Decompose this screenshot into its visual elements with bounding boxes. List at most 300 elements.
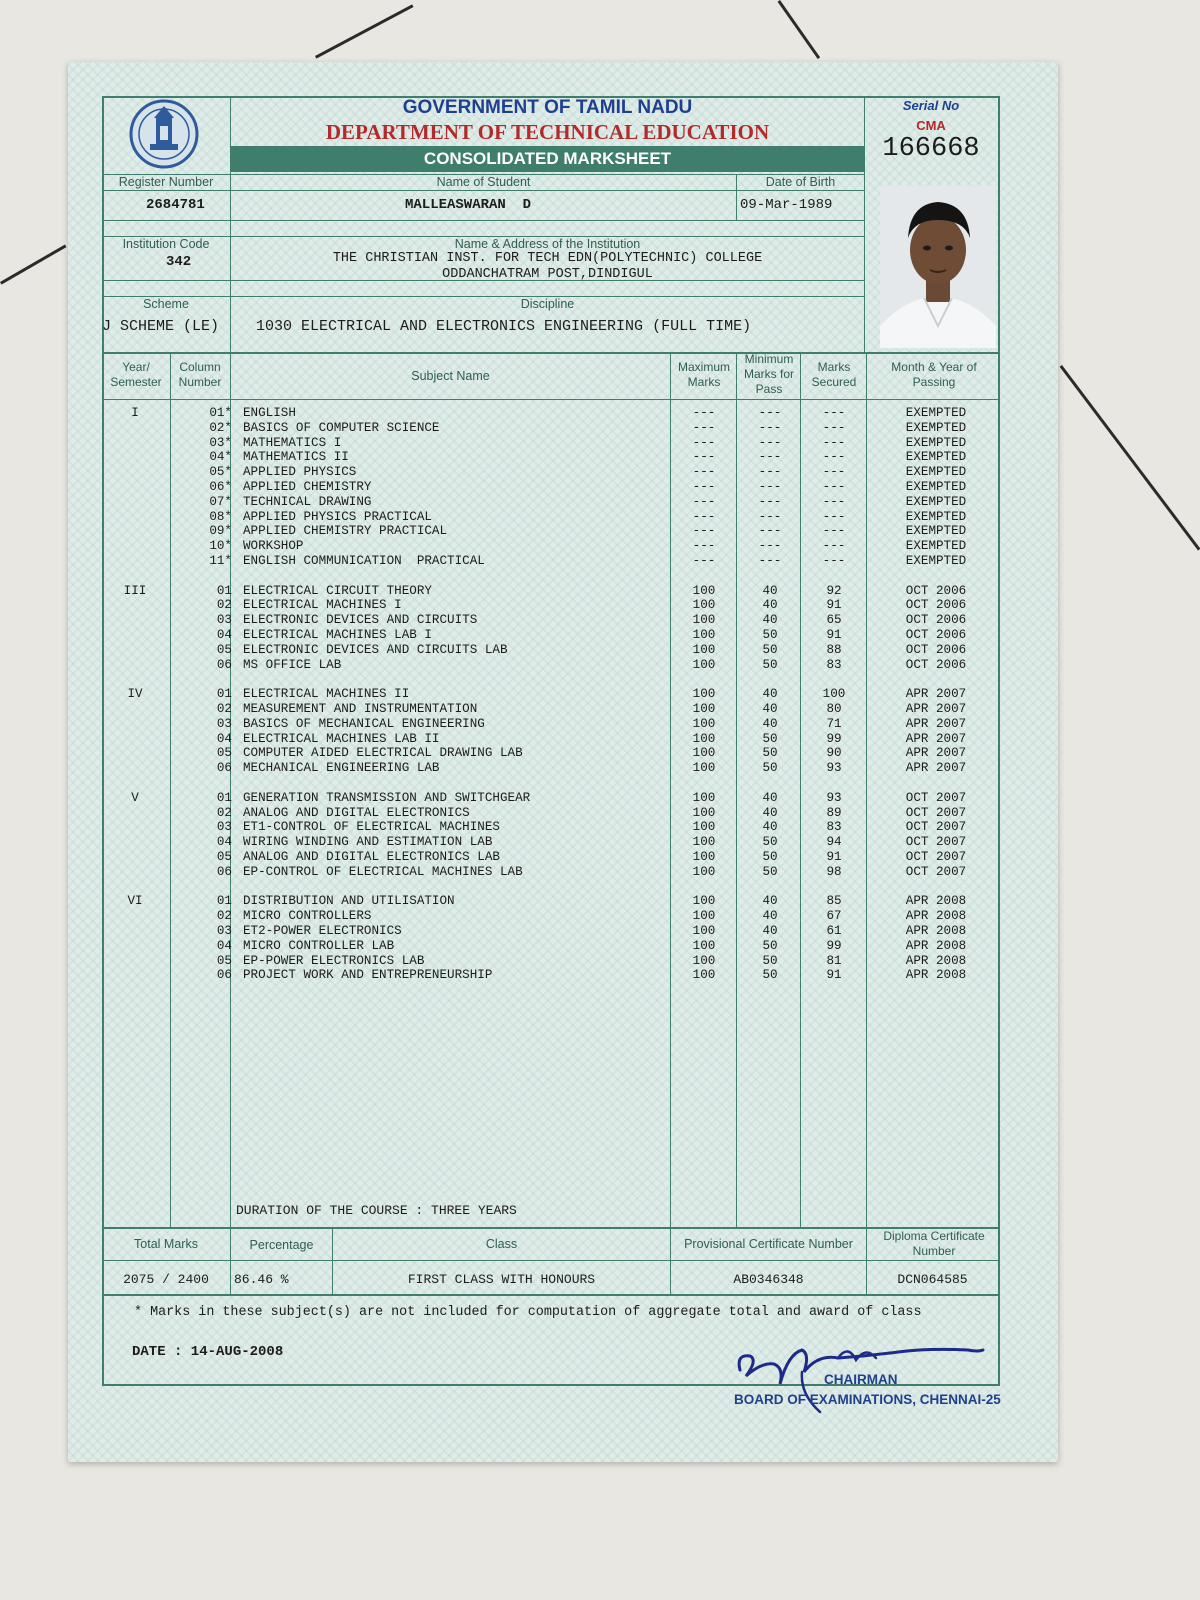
class-value: FIRST CLASS WITH HONOURS <box>407 1272 596 1287</box>
month-year-cell: OCT 2006 <box>905 583 967 598</box>
month-year-cell: APR 2008 <box>905 938 967 953</box>
table-row <box>68 835 1068 850</box>
column-number-cell: 01 <box>216 583 232 598</box>
month-year-cell: APR 2007 <box>905 687 967 702</box>
column-number-cell: 01 <box>216 790 232 805</box>
discipline-value: 1030 ELECTRICAL AND ELECTRONICS ENGINEERING (FULL TIME) <box>256 318 752 335</box>
column-number-cell: 03 <box>216 716 232 731</box>
maximum-marks-cell: 100 <box>692 628 716 642</box>
column-number-cell: 02 <box>216 702 232 716</box>
subject-name-cell: EP-POWER ELECTRONICS LAB <box>243 953 425 968</box>
table-row <box>68 806 1068 821</box>
marks-secured-cell: 91 <box>826 850 842 864</box>
maximum-marks-cell: 100 <box>692 598 716 613</box>
minimum-marks-cell: --- <box>758 480 782 494</box>
maximum-marks-header: Maximum Marks <box>677 360 730 389</box>
maximum-marks-cell: 100 <box>692 790 716 805</box>
marks-secured-cell: 94 <box>826 835 842 850</box>
month-year-cell: APR 2008 <box>905 953 967 968</box>
marksheet-document <box>68 62 1058 1462</box>
marks-secured-cell: 92 <box>826 583 842 598</box>
minimum-marks-cell: 50 <box>762 761 778 776</box>
subject-name-cell: MICRO CONTROLLERS <box>243 909 372 924</box>
semester-cell: IV <box>127 687 143 702</box>
register-number: 2684781 <box>146 197 205 213</box>
column-number-cell: 02* <box>209 420 232 435</box>
subject-name-cell: APPLIED CHEMISTRY PRACTICAL <box>243 524 448 539</box>
government-title: GOVERNMENT OF TAMIL NADU <box>402 97 693 118</box>
subject-name-cell: ELECTRICAL MACHINES LAB II <box>243 731 440 746</box>
minimum-marks-cell: 40 <box>762 716 778 731</box>
semester-cell: V <box>131 790 139 805</box>
minimum-marks-cell: 50 <box>762 850 778 864</box>
maximum-marks-cell: --- <box>692 494 716 509</box>
column-number-cell: 03 <box>216 924 232 938</box>
column-number-cell: 08* <box>209 509 232 524</box>
maximum-marks-cell: 100 <box>692 746 716 761</box>
department-title: DEPARTMENT OF TECHNICAL EDUCATION <box>325 120 770 144</box>
table-row <box>68 791 1068 806</box>
subject-name-cell: WORKSHOP <box>243 539 304 554</box>
month-year-cell: OCT 2007 <box>905 805 967 820</box>
provisional-certificate-number: AB0346348 <box>733 1272 804 1287</box>
marks-secured-cell: --- <box>822 420 846 435</box>
month-year-cell: EXEMPTED <box>905 509 967 524</box>
marks-secured-cell: 91 <box>826 628 842 642</box>
floor-tile-line <box>0 245 66 285</box>
month-year-cell: EXEMPTED <box>905 406 967 420</box>
column-number-cell: 01 <box>216 687 232 702</box>
year-semester-header: Year/ Semester <box>110 360 162 389</box>
minimum-marks-cell: 40 <box>762 598 778 613</box>
subject-name-cell: ENGLISH <box>243 406 296 420</box>
column-number-cell: 06 <box>216 657 232 672</box>
marks-secured-cell: 99 <box>826 938 842 953</box>
minimum-marks-cell: 40 <box>762 583 778 598</box>
marks-secured-cell: 93 <box>826 790 842 805</box>
column-number-cell: 04 <box>216 938 232 953</box>
month-year-cell: OCT 2007 <box>905 864 967 879</box>
month-year-cell: APR 2008 <box>905 924 967 938</box>
month-year-cell: APR 2008 <box>905 968 967 983</box>
institution-code-label: Institution Code <box>122 237 210 251</box>
maximum-marks-cell: 100 <box>692 657 716 672</box>
subject-name-cell: BASICS OF COMPUTER SCIENCE <box>243 420 440 435</box>
subject-name-cell: ELECTRICAL CIRCUIT THEORY <box>243 583 432 598</box>
marks-secured-cell: 98 <box>826 864 842 879</box>
subject-name-cell: EP-CONTROL OF ELECTRICAL MACHINES LAB <box>243 864 523 879</box>
minimum-marks-header: Minimum Marks for Pass <box>743 352 794 396</box>
maximum-marks-cell: --- <box>692 450 716 465</box>
issue-date: DATE : 14-AUG-2008 <box>132 1344 284 1360</box>
maximum-marks-cell: 100 <box>692 583 716 598</box>
column-number-cell: 11* <box>209 554 232 568</box>
column-number-cell: 05 <box>216 953 232 968</box>
month-year-header: Month & Year of Passing <box>891 360 977 389</box>
minimum-marks-cell: 40 <box>762 924 778 938</box>
maximum-marks-cell: 100 <box>692 761 716 776</box>
marks-secured-cell: --- <box>822 435 846 450</box>
maximum-marks-cell: 100 <box>692 716 716 731</box>
month-year-cell: OCT 2006 <box>905 628 967 642</box>
minimum-marks-cell: 50 <box>762 657 778 672</box>
marks-secured-cell: 93 <box>826 761 842 776</box>
maximum-marks-cell: 100 <box>692 805 716 820</box>
maximum-marks-cell: 100 <box>692 613 716 628</box>
month-year-cell: APR 2007 <box>905 716 967 731</box>
semester-cell: VI <box>127 894 143 909</box>
maximum-marks-cell: --- <box>692 524 716 539</box>
column-number-cell: 04 <box>216 835 232 850</box>
student-photo <box>880 186 996 348</box>
table-row <box>68 820 1068 835</box>
month-year-cell: EXEMPTED <box>905 420 967 435</box>
marksheet-title: CONSOLIDATED MARKSHEET <box>423 149 672 168</box>
marks-secured-cell: 99 <box>826 731 842 746</box>
board-of-examinations: BOARD OF EXAMINATIONS, CHENNAI-25 <box>734 1392 1001 1407</box>
table-row <box>68 924 1068 939</box>
marks-secured-cell: 88 <box>826 642 842 657</box>
subject-name-cell: MATHEMATICS II <box>243 450 349 465</box>
month-year-cell: OCT 2006 <box>905 598 967 613</box>
month-year-cell: OCT 2006 <box>905 613 967 628</box>
marks-secured-cell: --- <box>822 539 846 554</box>
subject-name-cell: PROJECT WORK AND ENTREPRENEURSHIP <box>243 968 493 983</box>
subject-name-cell: APPLIED CHEMISTRY <box>243 480 372 494</box>
subject-name-cell: MS OFFICE LAB <box>243 657 342 672</box>
table-row <box>68 717 1068 732</box>
month-year-cell: APR 2007 <box>905 731 967 746</box>
total-marks-label: Total Marks <box>134 1237 198 1251</box>
table-row <box>68 480 1068 495</box>
semester-cell: III <box>123 583 147 598</box>
subject-name-cell: DISTRIBUTION AND UTILISATION <box>243 894 455 909</box>
maximum-marks-cell: --- <box>692 465 716 480</box>
provisional-certificate-label: Provisional Certificate Number <box>684 1237 853 1251</box>
column-number-cell: 03 <box>216 820 232 835</box>
subject-name-cell: WIRING WINDING AND ESTIMATION LAB <box>243 835 493 850</box>
subject-name-cell: MECHANICAL ENGINEERING LAB <box>243 761 440 776</box>
minimum-marks-cell: 40 <box>762 805 778 820</box>
column-number-cell: 06 <box>216 968 232 983</box>
maximum-marks-cell: 100 <box>692 953 716 968</box>
maximum-marks-cell: 100 <box>692 850 716 864</box>
marks-secured-cell: 67 <box>826 909 842 924</box>
table-row <box>68 539 1068 554</box>
marks-secured-cell: 91 <box>826 598 842 613</box>
table-row <box>68 894 1068 909</box>
marks-secured-cell: 71 <box>826 716 842 731</box>
column-number-cell: 02 <box>216 909 232 924</box>
minimum-marks-cell: --- <box>758 554 782 568</box>
month-year-cell: APR 2007 <box>905 761 967 776</box>
maximum-marks-cell: 100 <box>692 642 716 657</box>
subject-name-cell: ANALOG AND DIGITAL ELECTRONICS LAB <box>243 850 500 864</box>
maximum-marks-cell: --- <box>692 435 716 450</box>
marks-secured-cell: --- <box>822 524 846 539</box>
marks-secured-cell: 65 <box>826 613 842 628</box>
month-year-cell: OCT 2007 <box>905 790 967 805</box>
month-year-cell: EXEMPTED <box>905 435 967 450</box>
month-year-cell: EXEMPTED <box>905 554 967 568</box>
minimum-marks-cell: --- <box>758 435 782 450</box>
minimum-marks-cell: 40 <box>762 687 778 702</box>
subject-name-cell: ELECTRONIC DEVICES AND CIRCUITS LAB <box>243 642 508 657</box>
scheme-value: J SCHEME (LE) <box>102 318 220 335</box>
table-row <box>68 524 1068 539</box>
table-row <box>68 643 1068 658</box>
table-row <box>68 436 1068 451</box>
maximum-marks-cell: 100 <box>692 938 716 953</box>
subject-name-cell: MATHEMATICS I <box>243 435 342 450</box>
chairman-title: CHAIRMAN <box>824 1372 898 1387</box>
marks-secured-cell: --- <box>822 554 846 568</box>
discipline-label: Discipline <box>520 297 575 311</box>
marks-secured-cell: 91 <box>826 968 842 983</box>
table-row <box>68 968 1068 983</box>
column-number-cell: 04 <box>216 731 232 746</box>
column-number-cell: 09* <box>209 524 232 539</box>
minimum-marks-cell: 50 <box>762 746 778 761</box>
subject-name-cell: APPLIED PHYSICS PRACTICAL <box>243 509 432 524</box>
table-row <box>68 954 1068 969</box>
minimum-marks-cell: 50 <box>762 938 778 953</box>
minimum-marks-cell: 50 <box>762 628 778 642</box>
maximum-marks-cell: --- <box>692 509 716 524</box>
register-number-label: Register Number <box>118 175 214 189</box>
serial-number: 166668 <box>882 134 980 164</box>
semester-cell: I <box>131 406 139 420</box>
marks-secured-cell: --- <box>822 480 846 494</box>
minimum-marks-cell: 50 <box>762 835 778 850</box>
table-row <box>68 421 1068 436</box>
table-row <box>68 746 1068 761</box>
percentage-label: Percentage <box>249 1238 314 1252</box>
table-row <box>68 939 1068 954</box>
month-year-cell: APR 2008 <box>905 909 967 924</box>
maximum-marks-cell: --- <box>692 554 716 568</box>
student-name: MALLEASWARAN D <box>405 197 532 213</box>
diploma-certificate-label: Diploma Certificate Number <box>883 1229 985 1258</box>
maximum-marks-cell: --- <box>692 480 716 494</box>
maximum-marks-cell: 100 <box>692 864 716 879</box>
diploma-certificate-number: DCN064585 <box>897 1272 968 1287</box>
marks-secured-cell: 90 <box>826 746 842 761</box>
column-number-cell: 01 <box>216 894 232 909</box>
date-of-birth: 09-Mar-1989 <box>740 197 833 213</box>
column-number-header: Column Number <box>178 360 222 389</box>
maximum-marks-cell: --- <box>692 420 716 435</box>
month-year-cell: EXEMPTED <box>905 480 967 494</box>
table-row <box>68 850 1068 865</box>
marks-secured-cell: 85 <box>826 894 842 909</box>
column-number-cell: 06* <box>209 480 232 494</box>
minimum-marks-cell: 40 <box>762 820 778 835</box>
column-number-cell: 05* <box>209 465 232 480</box>
month-year-cell: OCT 2006 <box>905 657 967 672</box>
table-row <box>68 598 1068 613</box>
marks-secured-cell: --- <box>822 465 846 480</box>
minimum-marks-cell: --- <box>758 524 782 539</box>
institution-line-1: THE CHRISTIAN INST. FOR TECH EDN(POLYTECHNIC) COLLEGE <box>332 251 763 266</box>
minimum-marks-cell: --- <box>758 509 782 524</box>
minimum-marks-cell: 50 <box>762 642 778 657</box>
column-number-cell: 03 <box>216 613 232 628</box>
maximum-marks-cell: 100 <box>692 702 716 716</box>
maximum-marks-cell: 100 <box>692 924 716 938</box>
column-number-cell: 10* <box>209 539 232 554</box>
column-number-cell: 06 <box>216 761 232 776</box>
column-number-cell: 04* <box>209 450 232 465</box>
institution-name-label: Name & Address of the Institution <box>454 237 641 251</box>
floor-tile-line <box>778 0 821 59</box>
subject-name-cell: ELECTRICAL MACHINES LAB I <box>243 628 432 642</box>
subject-name-cell: ENGLISH COMMUNICATION PRACTICAL <box>243 554 485 568</box>
minimum-marks-cell: 50 <box>762 968 778 983</box>
maximum-marks-cell: 100 <box>692 968 716 983</box>
minimum-marks-cell: 40 <box>762 909 778 924</box>
month-year-cell: EXEMPTED <box>905 539 967 554</box>
month-year-cell: APR 2007 <box>905 702 967 716</box>
month-year-cell: EXEMPTED <box>905 524 967 539</box>
percentage-value: 86.46 % <box>234 1272 289 1287</box>
table-row <box>68 687 1068 702</box>
footnote: * Marks in these subject(s) are not included for computation of aggregate total and award of class <box>134 1305 922 1320</box>
marks-secured-cell: --- <box>822 450 846 465</box>
table-row <box>68 732 1068 747</box>
column-number-cell: 01* <box>209 406 232 420</box>
month-year-cell: EXEMPTED <box>905 494 967 509</box>
table-row <box>68 865 1068 880</box>
table-row <box>68 761 1068 776</box>
maximum-marks-cell: 100 <box>692 731 716 746</box>
marks-secured-header: Marks Secured <box>811 360 857 389</box>
table-row <box>68 613 1068 628</box>
marks-secured-cell: 80 <box>826 702 842 716</box>
month-year-cell: OCT 2007 <box>905 820 967 835</box>
maximum-marks-cell: 100 <box>692 835 716 850</box>
subject-name-cell: BASICS OF MECHANICAL ENGINEERING <box>243 716 485 731</box>
table-row <box>68 510 1068 525</box>
marks-secured-cell: 83 <box>826 820 842 835</box>
table-row <box>68 406 1068 421</box>
minimum-marks-cell: --- <box>758 465 782 480</box>
maximum-marks-cell: 100 <box>692 687 716 702</box>
column-number-cell: 04 <box>216 628 232 642</box>
subject-name-cell: ET1-CONTROL OF ELECTRICAL MACHINES <box>243 820 500 835</box>
month-year-cell: APR 2007 <box>905 746 967 761</box>
serial-prefix: CMA <box>916 118 946 133</box>
marks-secured-cell: --- <box>822 406 846 420</box>
maximum-marks-cell: 100 <box>692 894 716 909</box>
subject-name-cell: MICRO CONTROLLER LAB <box>243 938 395 953</box>
dob-label: Date of Birth <box>765 175 836 189</box>
minimum-marks-cell: 40 <box>762 613 778 628</box>
month-year-cell: APR 2008 <box>905 894 967 909</box>
floor-tile-line <box>315 4 414 58</box>
subject-name-header: Subject Name <box>411 369 490 383</box>
institution-code: 342 <box>166 254 192 270</box>
minimum-marks-cell: --- <box>758 539 782 554</box>
subject-name-cell: APPLIED PHYSICS <box>243 465 357 480</box>
table-row <box>68 450 1068 465</box>
floor-tile-line <box>1060 365 1200 550</box>
marks-secured-cell: --- <box>822 509 846 524</box>
month-year-cell: EXEMPTED <box>905 450 967 465</box>
maximum-marks-cell: --- <box>692 539 716 554</box>
column-number-cell: 05 <box>216 642 232 657</box>
scheme-label: Scheme <box>143 297 189 311</box>
subject-name-cell: TECHNICAL DRAWING <box>243 494 372 509</box>
table-row <box>68 628 1068 643</box>
table-row <box>68 658 1068 673</box>
table-row <box>68 584 1068 599</box>
minimum-marks-cell: --- <box>758 494 782 509</box>
column-number-cell: 06 <box>216 864 232 879</box>
column-number-cell: 02 <box>216 805 232 820</box>
minimum-marks-cell: --- <box>758 420 782 435</box>
column-number-cell: 05 <box>216 850 232 864</box>
marks-secured-cell: --- <box>822 494 846 509</box>
marks-secured-cell: 100 <box>822 687 846 702</box>
minimum-marks-cell: 40 <box>762 894 778 909</box>
month-year-cell: EXEMPTED <box>905 465 967 480</box>
subject-name-cell: ELECTRICAL MACHINES II <box>243 687 410 702</box>
marks-secured-cell: 83 <box>826 657 842 672</box>
month-year-cell: OCT 2006 <box>905 642 967 657</box>
marks-secured-cell: 61 <box>826 924 842 938</box>
table-row <box>68 495 1068 510</box>
minimum-marks-cell: 50 <box>762 731 778 746</box>
subject-name-cell: GENERATION TRANSMISSION AND SWITCHGEAR <box>243 790 531 805</box>
minimum-marks-cell: 40 <box>762 790 778 805</box>
marks-secured-cell: 89 <box>826 805 842 820</box>
subject-name-cell: MEASUREMENT AND INSTRUMENTATION <box>243 702 478 716</box>
subject-name-cell: ANALOG AND DIGITAL ELECTRONICS <box>243 805 470 820</box>
month-year-cell: OCT 2007 <box>905 850 967 864</box>
total-marks: 2075 / 2400 <box>123 1272 209 1287</box>
minimum-marks-cell: 50 <box>762 953 778 968</box>
student-name-label: Name of Student <box>436 175 531 189</box>
column-number-cell: 02 <box>216 598 232 613</box>
minimum-marks-cell: 50 <box>762 864 778 879</box>
institution-line-2: ODDANCHATRAM POST,DINDIGUL <box>442 267 653 282</box>
serial-label: Serial No <box>902 98 960 113</box>
subject-name-cell: ET2-POWER ELECTRONICS <box>243 924 402 938</box>
column-number-cell: 05 <box>216 746 232 761</box>
maximum-marks-cell: --- <box>692 406 716 420</box>
table-row <box>68 554 1068 569</box>
month-year-cell: OCT 2007 <box>905 835 967 850</box>
subject-name-cell: COMPUTER AIDED ELECTRICAL DRAWING LAB <box>243 746 523 761</box>
column-number-cell: 03* <box>209 435 232 450</box>
maximum-marks-cell: 100 <box>692 909 716 924</box>
table-row <box>68 909 1068 924</box>
tamil-nadu-emblem <box>126 98 202 170</box>
column-number-cell: 07* <box>209 494 232 509</box>
course-duration: DURATION OF THE COURSE : THREE YEARS <box>236 1203 517 1218</box>
table-row <box>68 702 1068 717</box>
minimum-marks-cell: --- <box>758 406 782 420</box>
minimum-marks-cell: --- <box>758 450 782 465</box>
marks-secured-cell: 81 <box>826 953 842 968</box>
subject-name-cell: ELECTRICAL MACHINES I <box>243 598 402 613</box>
maximum-marks-cell: 100 <box>692 820 716 835</box>
subject-name-cell: ELECTRONIC DEVICES AND CIRCUITS <box>243 613 478 628</box>
class-label: Class <box>485 1237 518 1251</box>
minimum-marks-cell: 40 <box>762 702 778 716</box>
table-row <box>68 465 1068 480</box>
